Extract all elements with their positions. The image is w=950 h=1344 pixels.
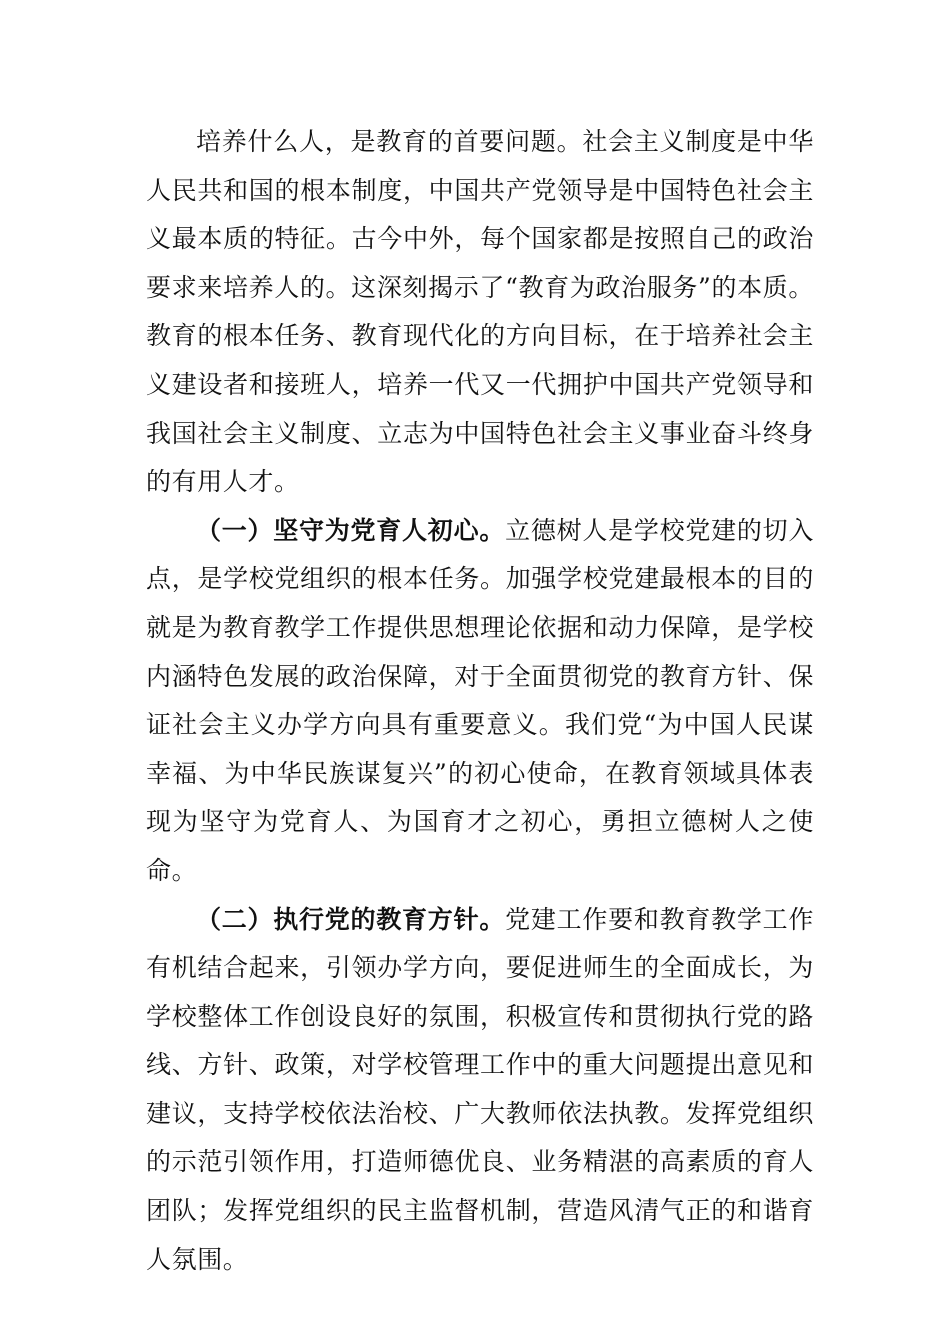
document-body	[146, 118, 814, 1284]
paragraph-section-1	[146, 507, 814, 896]
section-2-heading: （二）执行党的教育方针。	[196, 904, 506, 934]
section-1-heading: （一）坚守为党育人初心。	[196, 515, 506, 545]
section-2-text: 党建工作要和教育教学工作有机结合起来，引领办学方向，要促进师生的全面成长，为学校整体工作创设良好的氛围，积极宣传和贯彻执行党的路线、方针、政策，对学校管理工作中的重大问题提出意见和建议，支持学校依法治校、广大教师依法执教。发挥党组织的示范引领作用，打造师德优良、业务精湛的高素质的育人团队；发挥党组织的民主监督机制，营造风清气正的和谐育人氛围。	[146, 904, 814, 1274]
paragraph-section-2	[146, 896, 814, 1285]
paragraph-intro	[146, 118, 814, 507]
paragraph-intro-text: 培养什么人，是教育的首要问题。社会主义制度是中华人民共和国的根本制度，中国共产党领导是中国特色社会主义最本质的特征。古今中外，每个国家都是按照自己的政治要求来培养人的。这深刻揭示了“教育为政治服务”的本质。教育的根本任务、教育现代化的方向目标，在于培养社会主义建设者和接班人，培养一代又一代拥护中国共产党领导和我国社会主义制度、立志为中国特色社会主义事业奋斗终身的有用人才。	[146, 127, 814, 497]
section-1-text: 立德树人是学校党建的切入点，是学校党组织的根本任务。加强学校党建最根本的目的就是为教育教学工作提供思想理论依据和动力保障，是学校内涵特色发展的政治保障，对于全面贯彻党的教育方针、保证社会主义办学方向具有重要意义。我们党“为中国人民谋幸福、为中华民族谋复兴”的初心使命，在教育领域具体表现为坚守为党育人、为国育才之初心，勇担立德树人之使命。	[146, 515, 814, 885]
